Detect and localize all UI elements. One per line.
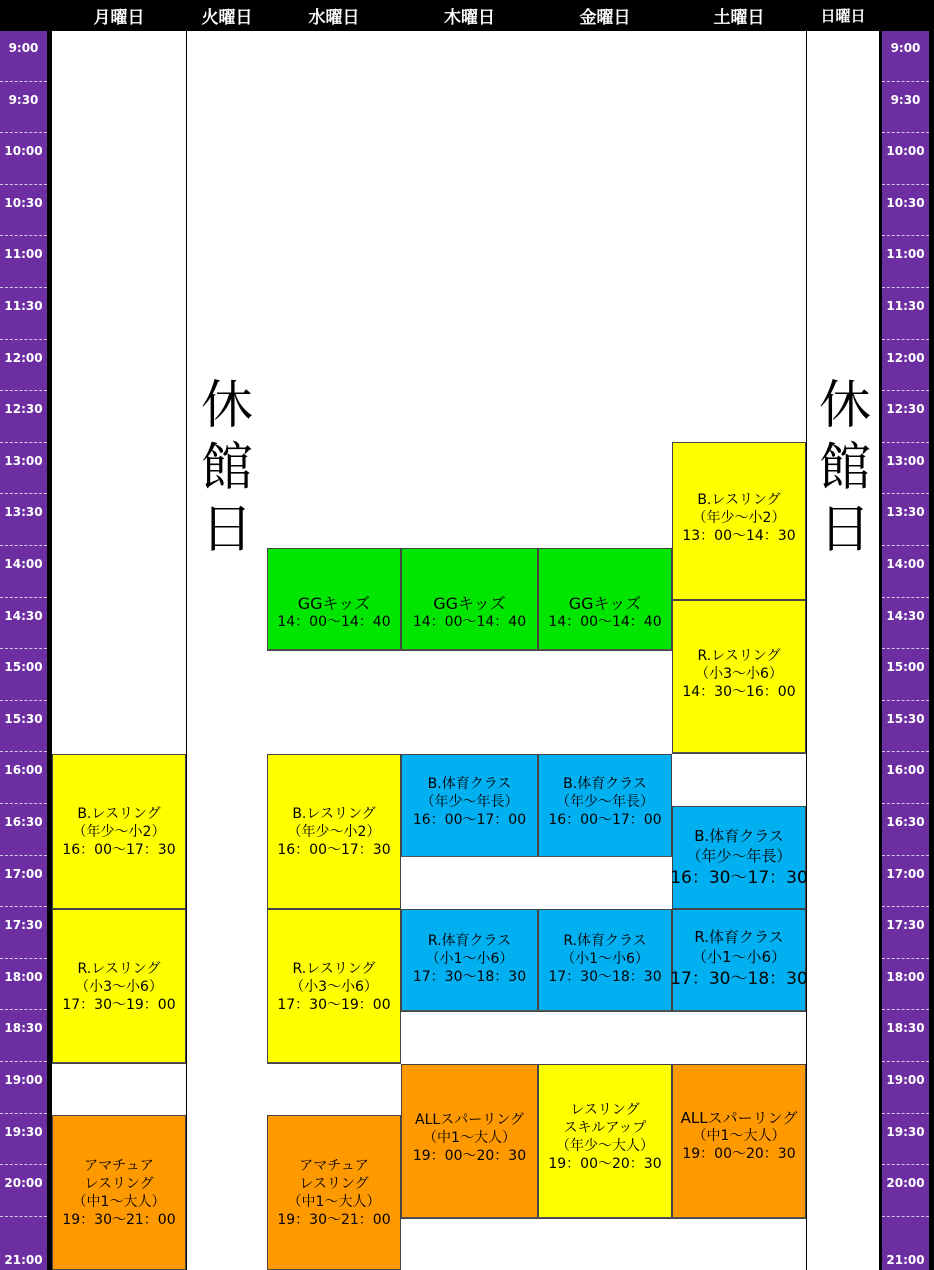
- time-divider: [0, 1216, 47, 1217]
- closed-char: 日: [818, 500, 871, 560]
- class-block-wed-r-wrestling[interactable]: [267, 909, 401, 1064]
- slot-divider: [401, 1010, 538, 1011]
- column-sun: [807, 31, 879, 1270]
- time-label: 14:00: [4, 557, 43, 571]
- time-divider: [0, 339, 47, 340]
- class-name: スキルアップ: [563, 1120, 647, 1136]
- class-name: レスリング: [570, 1102, 640, 1118]
- class-block-wed-gg-kids[interactable]: [267, 548, 401, 651]
- time-divider: [0, 545, 47, 546]
- class-target: （小3～小6）: [695, 666, 783, 682]
- time-label: 21:00: [886, 1253, 925, 1267]
- class-block-fri-gg-kids[interactable]: [538, 548, 672, 651]
- slot-divider: [401, 856, 538, 857]
- slot-divider: [267, 1062, 401, 1063]
- slot-divider: [52, 1062, 186, 1063]
- slot-divider: [267, 649, 401, 650]
- time-label: 16:30: [886, 815, 925, 829]
- class-time: 17：30～18：30: [670, 969, 808, 989]
- time-label: 13:00: [886, 453, 925, 468]
- time-divider: [882, 803, 929, 804]
- time-label: 12:30: [886, 402, 925, 417]
- closed-char: 日: [200, 500, 253, 560]
- time-label: 15:30: [4, 711, 43, 726]
- class-name: GGキッズ: [297, 593, 371, 613]
- day-header-fri: 金曜日: [579, 8, 631, 28]
- class-name: B.体育クラス: [563, 776, 647, 792]
- time-label: 19:00: [886, 1073, 925, 1087]
- day-header-wed: 水曜日: [308, 8, 360, 28]
- time-divider: [0, 700, 47, 701]
- time-divider: [882, 1164, 929, 1165]
- class-target: （年少～小2）: [287, 823, 381, 840]
- time-divider: [0, 803, 47, 804]
- time-label: 17:30: [4, 918, 43, 933]
- class-name: GGキッズ: [568, 593, 642, 613]
- time-divider: [0, 442, 47, 443]
- time-divider: [882, 493, 929, 494]
- class-time: 13：00～14：30: [682, 528, 796, 544]
- class-target: （年少～小2）: [692, 510, 786, 526]
- slot-divider: [672, 1217, 806, 1218]
- class-target: （年少～大人）: [556, 1138, 654, 1154]
- class-name: B.レスリング: [697, 492, 781, 508]
- class-name: R.体育クラス: [563, 933, 647, 949]
- day-header-mon: 月曜日: [93, 8, 145, 28]
- time-divider: [882, 287, 929, 288]
- closed-char: 館: [818, 438, 871, 498]
- class-target: （中1～大人）: [423, 1130, 516, 1146]
- class-time: 16：00～17：00: [548, 812, 662, 828]
- class-block-sat-b-wrestling[interactable]: [672, 442, 806, 600]
- time-label: 20:00: [4, 1176, 43, 1191]
- time-label: 20:00: [886, 1176, 925, 1191]
- time-label: 18:30: [886, 1021, 925, 1036]
- time-divider: [0, 132, 47, 133]
- slot-divider: [401, 649, 538, 650]
- time-divider: [0, 958, 47, 959]
- time-divider: [882, 1009, 929, 1010]
- day-header-sun: 日曜日: [820, 7, 866, 25]
- time-divider: [882, 442, 929, 443]
- time-divider: [882, 648, 929, 649]
- class-name: R.体育クラス: [694, 928, 784, 946]
- closed-day-sun: [815, 375, 875, 561]
- class-name: レスリング: [84, 1175, 154, 1192]
- class-block-sat-all-sparring[interactable]: [672, 1064, 806, 1219]
- time-label: 13:30: [4, 505, 43, 520]
- closed-char: 休: [818, 376, 871, 436]
- time-label: 9:30: [8, 92, 39, 107]
- class-name: R.レスリング: [292, 960, 376, 977]
- time-divider: [0, 906, 47, 907]
- class-name: R.レスリング: [77, 960, 161, 977]
- time-label: 19:30: [4, 1124, 43, 1139]
- time-label: 10:00: [886, 144, 925, 159]
- class-name: R.レスリング: [697, 648, 781, 664]
- class-time: 16：00～17：30: [277, 841, 391, 858]
- time-divider: [0, 751, 47, 752]
- time-label: 21:00: [4, 1253, 43, 1267]
- class-time: 19：30～21：00: [62, 1211, 176, 1228]
- class-target: （小1～小6）: [691, 948, 787, 966]
- time-label: 15:30: [886, 711, 925, 726]
- time-label: 14:30: [886, 608, 925, 623]
- class-name: ALLスパーリング: [680, 1109, 798, 1127]
- class-block-thu-gg-kids[interactable]: [401, 548, 538, 651]
- class-block-mon-r-wrestling[interactable]: [52, 909, 186, 1064]
- time-divider: [882, 339, 929, 340]
- slot-divider: [672, 1010, 806, 1011]
- class-name: アマチュア: [299, 1157, 369, 1174]
- time-label: 12:00: [4, 350, 43, 365]
- day-header-thu: 木曜日: [444, 8, 495, 28]
- time-divider: [0, 235, 47, 236]
- time-label: 10:30: [886, 195, 925, 210]
- time-divider: [882, 751, 929, 752]
- time-divider: [0, 287, 47, 288]
- time-label: 15:00: [886, 660, 925, 675]
- class-time: 14：30～16：00: [682, 684, 796, 700]
- time-divider: [0, 81, 47, 82]
- closed-char: 休: [200, 376, 253, 436]
- class-block-fri-r-pe-class[interactable]: [538, 909, 672, 1012]
- time-divider: [882, 235, 929, 236]
- class-block-wed-b-wrestling[interactable]: [267, 754, 401, 909]
- time-divider: [882, 1061, 929, 1062]
- class-name: レスリング: [299, 1175, 369, 1192]
- time-label: 11:00: [886, 247, 925, 262]
- time-divider: [882, 545, 929, 546]
- time-label: 17:00: [886, 866, 925, 881]
- column-mon: [52, 31, 186, 1270]
- closed-char: 館: [200, 438, 253, 498]
- class-block-mon-b-wrestling[interactable]: [52, 754, 186, 909]
- time-divider: [882, 597, 929, 598]
- time-divider: [0, 1009, 47, 1010]
- closed-day-tue: [197, 375, 257, 561]
- time-label: 12:30: [4, 402, 43, 417]
- class-time: 17：30～19：00: [277, 996, 391, 1013]
- slot-divider: [538, 649, 672, 650]
- class-block-sat-r-pe-class[interactable]: [672, 909, 806, 1012]
- time-divider: [882, 81, 929, 82]
- class-time: 19：00～20：30: [548, 1156, 662, 1172]
- class-time: 17：30～18：30: [412, 969, 527, 985]
- time-divider: [882, 958, 929, 959]
- class-block-fri-wrestling-skill-up[interactable]: [538, 1064, 672, 1219]
- time-label: 17:00: [4, 866, 43, 881]
- slot-divider: [538, 1217, 672, 1218]
- class-time: 19：30～21：00: [277, 1211, 391, 1228]
- time-divider: [882, 855, 929, 856]
- class-block-mon-amateur-wrestling[interactable]: [52, 1115, 186, 1270]
- time-label: 18:00: [4, 969, 43, 984]
- time-label: 9:00: [8, 41, 39, 55]
- class-name: GGキッズ: [433, 593, 506, 613]
- time-divider: [882, 906, 929, 907]
- time-divider: [0, 1164, 47, 1165]
- time-label: 18:30: [4, 1021, 43, 1036]
- time-label: 17:30: [886, 918, 925, 933]
- class-time: 17：30～19：00: [62, 996, 176, 1013]
- class-time: 16：00～17：30: [62, 841, 176, 858]
- time-label: 10:00: [4, 144, 43, 159]
- class-target: （小1～小6）: [425, 951, 514, 967]
- class-block-thu-all-sparring[interactable]: [401, 1064, 538, 1219]
- class-target: （年少～小2）: [72, 823, 166, 840]
- class-time: 14：00～14：40: [412, 613, 527, 630]
- class-time: 16：30～17：30: [670, 867, 808, 888]
- class-name: B.レスリング: [77, 805, 161, 822]
- class-time: 19：00～20：30: [682, 1146, 796, 1162]
- slot-divider: [538, 856, 672, 857]
- class-name: B.体育クラス: [427, 776, 512, 792]
- time-label: 11:00: [4, 247, 43, 262]
- day-header-tue: 火曜日: [201, 8, 253, 28]
- time-label: 11:30: [886, 299, 925, 313]
- class-target: （小3～小6）: [290, 978, 378, 995]
- class-time: 19：00～20：30: [412, 1148, 527, 1164]
- slot-divider: [672, 752, 806, 753]
- time-label: 19:30: [886, 1124, 925, 1139]
- class-time: 16：00～17：00: [412, 812, 527, 828]
- class-target: （中1～大人）: [692, 1128, 786, 1144]
- time-label: 14:00: [886, 557, 925, 571]
- class-block-sat-b-pe-class[interactable]: [672, 806, 806, 909]
- class-name: ALLスパーリング: [415, 1112, 524, 1128]
- class-target: （年少～年長）: [420, 794, 519, 810]
- time-divider: [0, 184, 47, 185]
- time-divider: [0, 648, 47, 649]
- class-target: （小1～小6）: [561, 951, 649, 967]
- class-time: 17：30～18：30: [548, 969, 662, 985]
- time-divider: [882, 700, 929, 701]
- time-divider: [0, 597, 47, 598]
- class-block-wed-amateur-wrestling[interactable]: [267, 1115, 401, 1270]
- slot-divider: [401, 1217, 538, 1218]
- class-target: （小3～小6）: [75, 978, 163, 995]
- time-divider: [882, 184, 929, 185]
- time-label: 14:30: [4, 608, 43, 623]
- column-tue: [187, 31, 267, 1270]
- time-label: 13:30: [886, 505, 925, 520]
- time-label: 18:00: [886, 969, 925, 984]
- class-target: （中1～大人）: [287, 1193, 381, 1210]
- class-name: B.体育クラス: [694, 826, 784, 845]
- time-divider: [882, 390, 929, 391]
- time-label: 11:30: [4, 299, 43, 313]
- time-label: 9:30: [890, 92, 921, 107]
- class-name: アマチュア: [84, 1157, 154, 1174]
- time-label: 16:00: [886, 763, 925, 778]
- time-divider: [882, 132, 929, 133]
- class-block-sat-r-wrestling[interactable]: [672, 600, 806, 754]
- time-label: 16:00: [4, 763, 43, 778]
- class-target: （年少～年長）: [556, 794, 654, 810]
- time-divider: [0, 493, 47, 494]
- time-label: 9:00: [890, 41, 921, 55]
- time-divider: [0, 1061, 47, 1062]
- time-divider: [0, 855, 47, 856]
- time-divider: [0, 390, 47, 391]
- time-divider: [882, 1113, 929, 1114]
- time-divider: [0, 1113, 47, 1114]
- class-target: （年少～年長）: [686, 846, 792, 865]
- class-name: R.体育クラス: [427, 933, 512, 949]
- class-name: B.レスリング: [292, 805, 376, 822]
- class-block-thu-b-pe-class[interactable]: [401, 754, 538, 857]
- day-header-sat: 土曜日: [713, 8, 765, 28]
- class-block-fri-b-pe-class[interactable]: [538, 754, 672, 857]
- class-time: 14：00～14：40: [277, 613, 391, 630]
- time-label: 16:30: [4, 815, 43, 829]
- time-label: 19:00: [4, 1073, 43, 1087]
- time-label: 15:00: [4, 660, 43, 675]
- class-time: 14：00～14：40: [548, 613, 662, 630]
- time-label: 12:00: [886, 350, 925, 365]
- time-label: 13:00: [4, 453, 43, 468]
- class-block-thu-r-pe-class[interactable]: [401, 909, 538, 1012]
- time-divider: [882, 1216, 929, 1217]
- class-target: （中1～大人）: [72, 1193, 166, 1210]
- slot-divider: [538, 1010, 672, 1011]
- time-label: 10:30: [4, 195, 43, 210]
